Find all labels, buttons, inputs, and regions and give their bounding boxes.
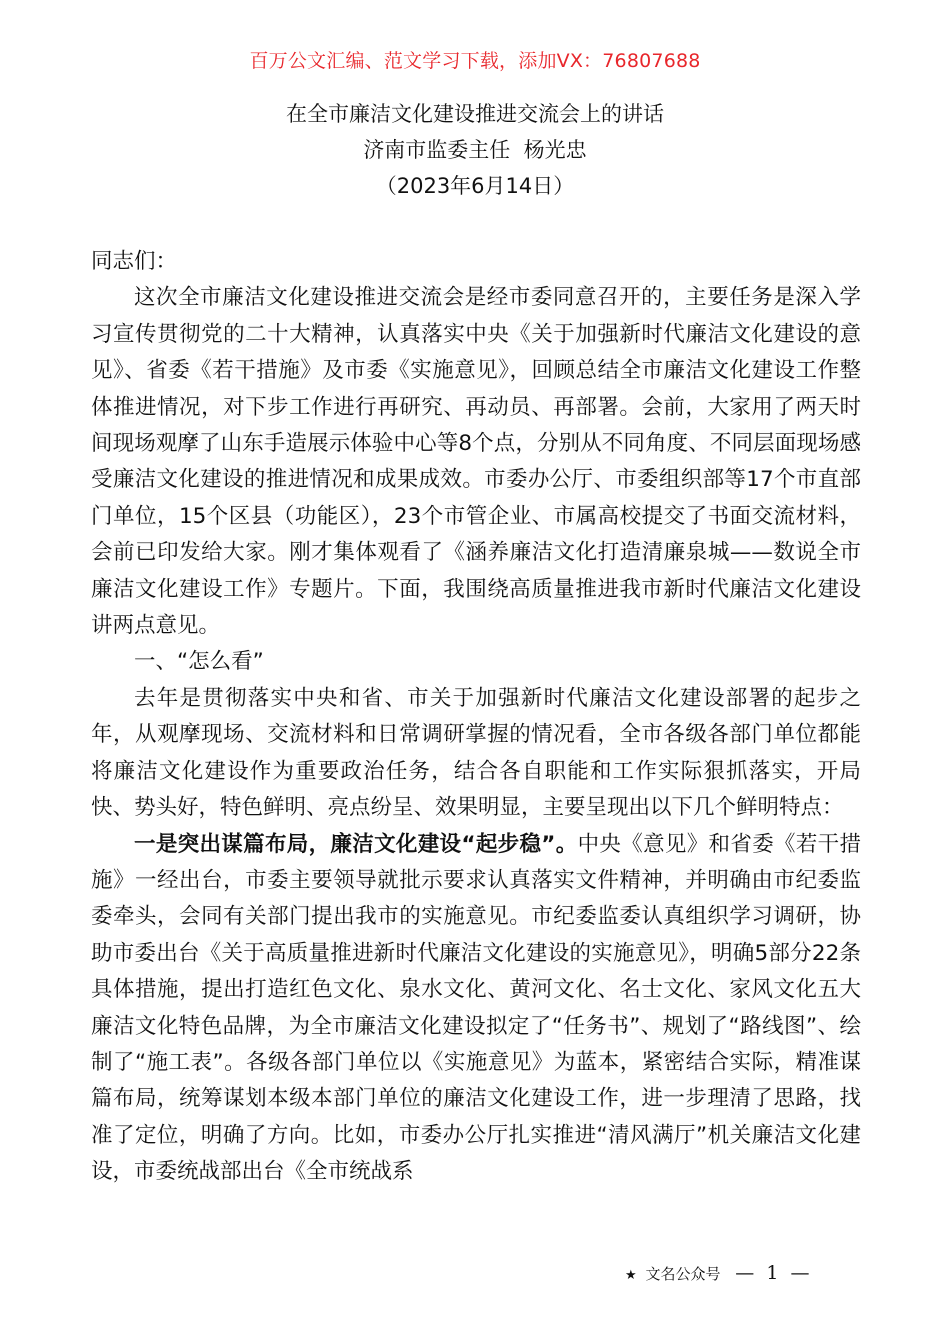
document-body xyxy=(91,244,861,1191)
watermark-banner: 百万公文汇编、范文学习下载，添加VX：76807688 xyxy=(249,50,701,72)
star-icon: ★ xyxy=(625,1268,637,1283)
paragraph-intro: 这次全市廉洁文化建设推进交流会是经市委同意召开的，主要任务是深入学习宣传贯彻党的二十大精神，认真落实中央《关于加强新时代廉洁文化建设的意见》、省委《若干措施》及市委《实施意见》，回顾总结全市廉洁文化建设工作整体推进情况，对下步工作进行再研究、再动员、再部署。会前，大家用了两天时间现场观摩了山东手造展示体验中心等8个点，分别从不同角度、不同层面现场感受廉洁文化建设的推进情况和成果成效。市委办公厅、市委组织部等17个市直部门单位，15个区县（功能区），23个市管企业、市属高校提交了书面交流材料，会前已印发给大家。刚才集体观看了《涵养廉洁文化打造清廉泉城——数说全市廉洁文化建设工作》专题片。下面，我围绕高质量推进我市新时代廉洁文化建设讲两点意见。 xyxy=(91,285,861,639)
speaker-line: 济南市监委主任 杨光忠 xyxy=(363,138,587,162)
point-1-text: 中央《意见》和省委《若干措施》一经出台，市委主要领导就批示要求认真落实文件精神，并明确由市纪委监委牵头，会同有关部门提出我市的实施意见。市纪委监委认真组织学习调研，协助市委出台《关于高质量推进新时代廉洁文化建设的实施意见》，明确5部分22条具体措施，提出打造红色文化、泉水文化、黄河文化、名士文化、家风文化五大廉洁文化特色品牌，为全市廉洁文化建设拟定了“任务书”、规划了“路线图”、绘制了“施工表”。各级各部门单位以《实施意见》为蓝本，紧密结合实际，精准谋篇布局，统筹谋划本级本部门单位的廉洁文化建设工作，进一步理清了思路，找准了定位，明确了方向。比如，市委办公厅扎实推进“清风满厅”机关廉洁文化建设，市委统战部出台《全市统战系 xyxy=(91,831,861,1185)
section-heading-1: 一、“怎么看” xyxy=(134,649,264,675)
speech-title: 在全市廉洁文化建设推进交流会上的讲话 xyxy=(286,102,664,126)
title-block xyxy=(0,96,950,204)
speech-date: （2023年6月14日） xyxy=(375,174,575,198)
footer-source: 文名公众号 xyxy=(645,1265,721,1283)
paragraph-point-1 xyxy=(91,827,861,1191)
page-number: — 1 — xyxy=(735,1262,810,1284)
page-footer xyxy=(625,1262,810,1284)
paragraph-overview: 去年是贯彻落实中央和省、市关于加强新时代廉洁文化建设部署的起步之年，从观摩现场、交流材料和日常调研掌握的情况看，全市各级各部门单位都能将廉洁文化建设作为重要政治任务，结合各自职能和工作实际狠抓落实，开局快、势头好，特色鲜明、亮点纷呈、效果明显，主要呈现出以下几个鲜明特点： xyxy=(91,685,861,821)
point-1-lead: 一是突出谋篇布局，廉洁文化建设“起步稳”。 xyxy=(134,831,578,857)
salutation: 同志们： xyxy=(91,249,178,274)
